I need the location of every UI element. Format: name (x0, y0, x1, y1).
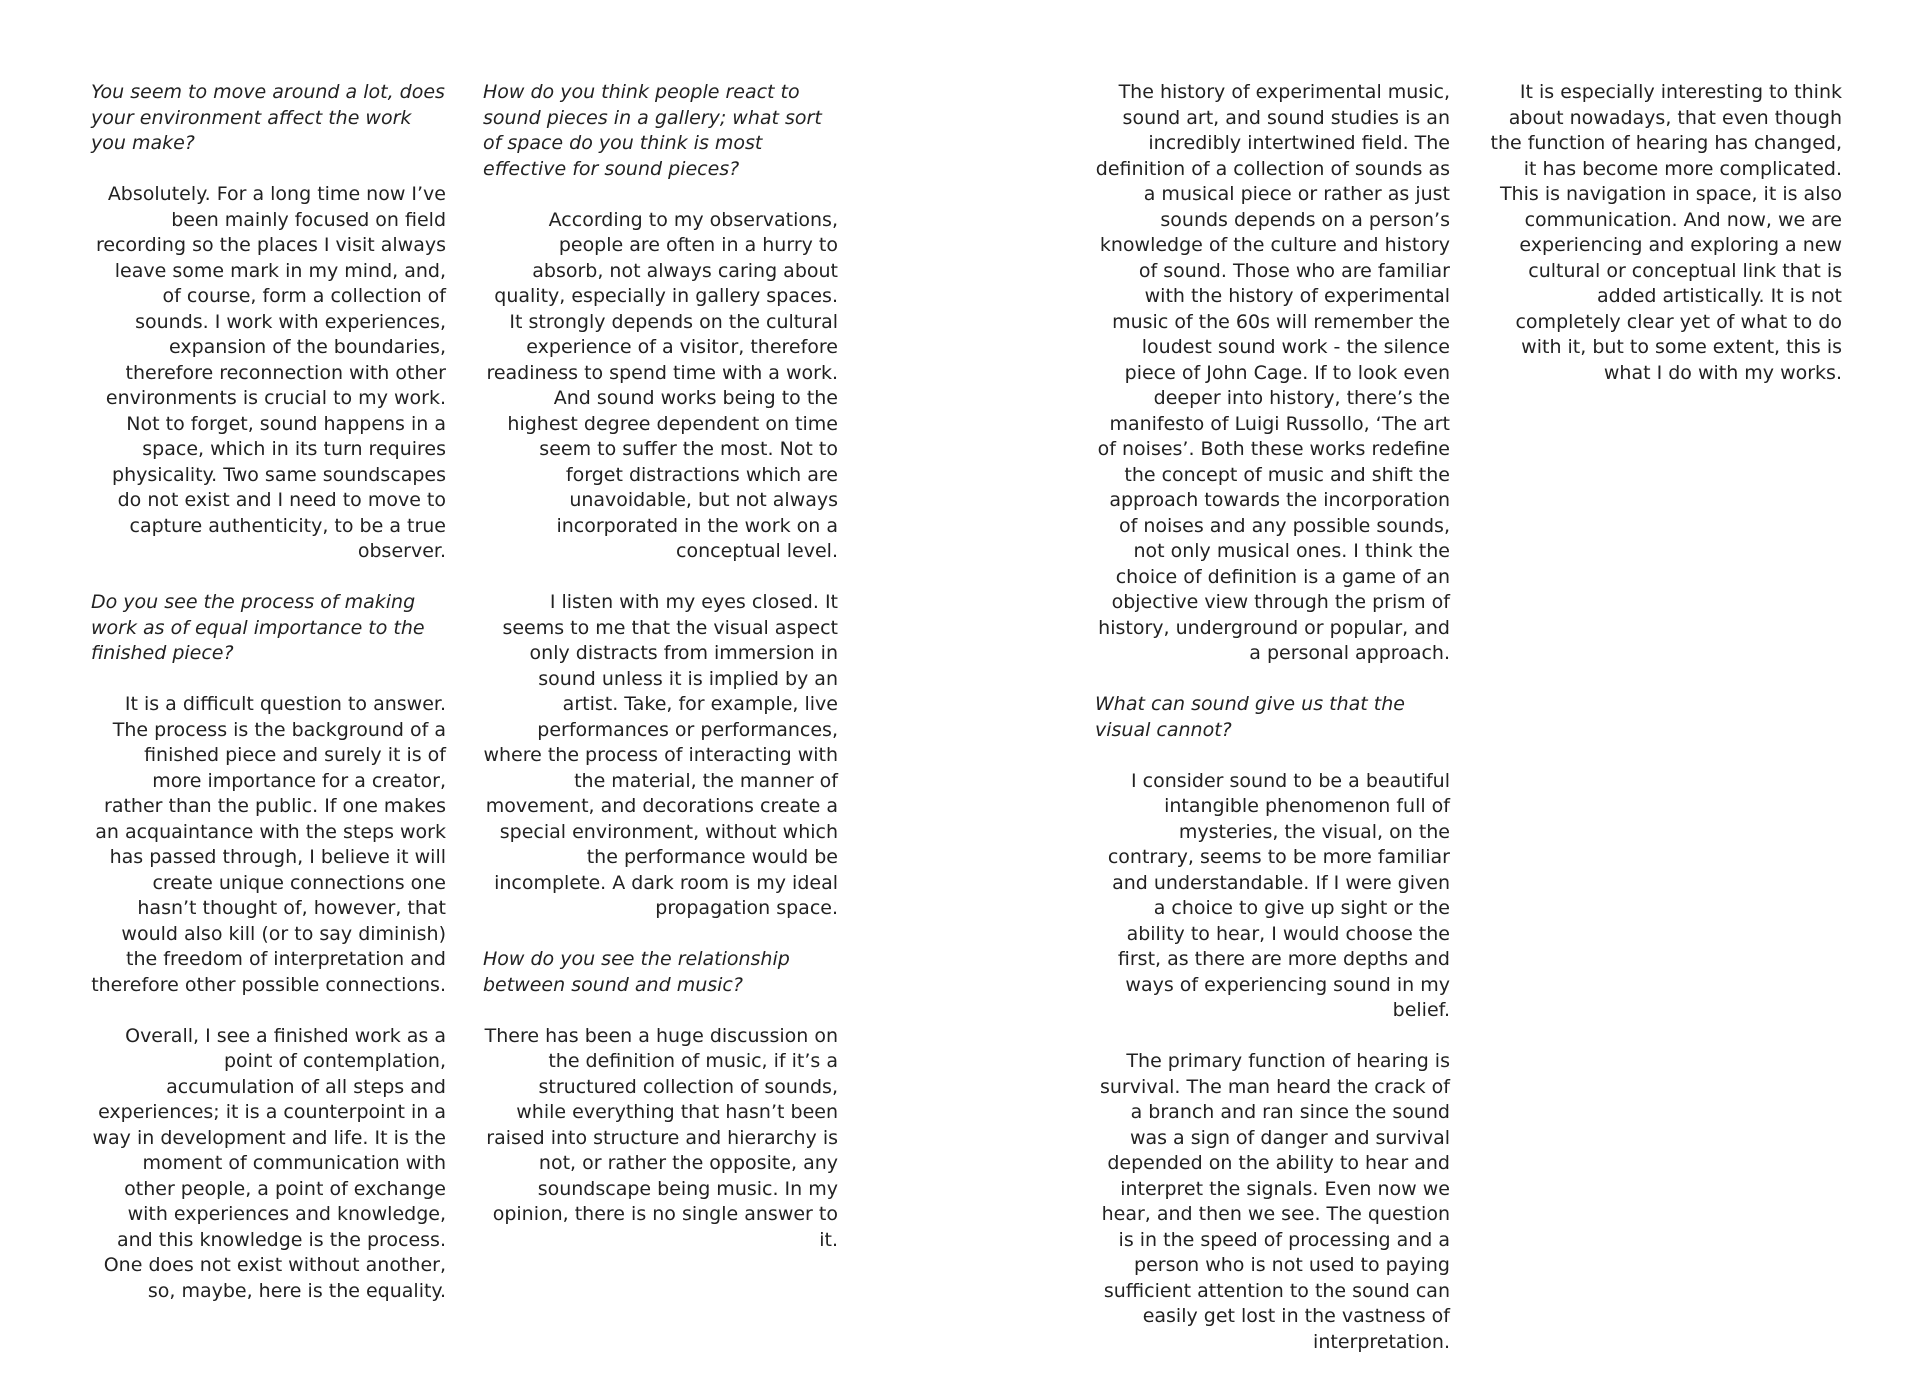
answer-text: Overall, I see a finished work as a point of contemplation, accumulation of all steps and experiences; it is a counterpoint in a way in development and life. It is the moment of communication with other people, a point of exchange with experiences and knowledge, and this knowledge is the process. One does not exist without another, so, maybe, here is the equality. (92, 1024, 446, 1302)
answer-text: I listen with my eyes closed. It seems to me that the visual aspect only distracts from immersion in sound unless it is implied by an artist. Take, for example, live performances or performances, where the process of interacting with the material, the manner of movement, and decorations create a special environment, without which the performance would be incomplete. A dark room is my ideal propagation space. (483, 591, 838, 919)
question-text: How do you think people react to sound pieces in a gallery; what sort of space do you think is most effective for sound pieces? (483, 81, 822, 180)
question-text: How do you see the relationship between sound and music? (483, 948, 790, 996)
answer-text: The history of experimental music, sound art, and sound studies is an incredibly intertwined field. The definition of a collection of sounds as a musical piece or rather as just sounds depends on a person’s knowledge of the culture and history of sound. Those who are familiar with the history of experimental music of the 60s will remember the loudest sound work - the silence piece of John Cage. If to look even deeper into history, there’s the manifesto of Luigi Russollo, ‘The art of noises’. Both these works redefine the concept of music and shift the approach towards the incorporation of noises and any possible sounds, not only musical ones. I think the choice of definition is a game of an objective view through the prism of history, underground or popular, and a personal approach. (1095, 81, 1450, 664)
answer-text: It is especially interesting to think about nowadays, that even though the function of hearing has changed, it has become more complicated. This is navigation in space, it is also communication. And now, we are experiencing and exploring a new cultural or conceptual link that is added artistically. It is not completely clear yet of what to do with it, but to some extent, this is what I do with my works. (1490, 81, 1842, 384)
answer-text: I consider sound to be a beautiful intangible phenomenon full of mysteries, the visual, on the contrary, seems to be more familiar and understandable. If I were given a choice to give up sight or the ability to hear, I would choose the first, as there are more depths and ways of experiencing sound in my belief. (1107, 769, 1450, 1021)
question-text: What can sound give us that the visual cannot? (1095, 693, 1405, 741)
answer-text: There has been a huge discussion on the definition of music, if it’s a structured collection of sounds, while everything that hasn’t been raised into structure and hierarchy is not, or rather the opposite, any soundscape being music. In my opinion, there is no single answer to it. (484, 1024, 838, 1251)
text-column-2 (483, 80, 838, 1279)
text-column-3 (1095, 80, 1450, 1381)
answer-text: Absolutely. For a long time now I’ve been mainly focused on field recording so the places I visit always leave some mark in my mind, and, of course, form a collection of sounds. I work with experiences, expansion of the boundaries, therefore reconnection with other environments is crucial to my work. Not to forget, sound happens in a space, which in its turn requires physicality. Two same soundscapes do not exist and I need to move to capture authenticity, to be a true observer. (95, 183, 446, 562)
question-text: Do you see the process of making work as of equal importance to the finished piece? (91, 591, 425, 664)
text-column-1 (91, 80, 446, 1330)
question-text: You seem to move around a lot, does your environment affect the work you make? (91, 81, 445, 154)
answer-text: The primary function of hearing is survival. The man heard the crack of a branch and ran since the sound was a sign of danger and survival depended on the ability to hear and interpret the signals. Even now we hear, and then we see. The question is in the speed of processing and a person who is not used to paying sufficient attention to the sound can easily get lost in the vastness of interpretation. (1099, 1050, 1450, 1353)
answer-text: It is a difficult question to answer. The process is the background of a finished piece and surely it is of more importance for a creator, rather than the public. If one makes an acquaintance with the steps work has passed through, I believe it will create unique connections one hasn’t thought of, however, that would also kill (or to say diminish) the freedom of interpretation and therefore other possible connections. (91, 693, 446, 996)
text-column-4 (1487, 80, 1842, 412)
answer-text: According to my observations, people are often in a hurry to absorb, not always caring about quality, especially in gallery spaces. It strongly depends on the cultural experience of a visitor, therefore readiness to spend time with a work. And sound works being to the highest degree dependent on time seem to suffer the most. Not to forget distractions which are unavoidable, but not always incorporated in the work on a conceptual level. (486, 208, 838, 562)
